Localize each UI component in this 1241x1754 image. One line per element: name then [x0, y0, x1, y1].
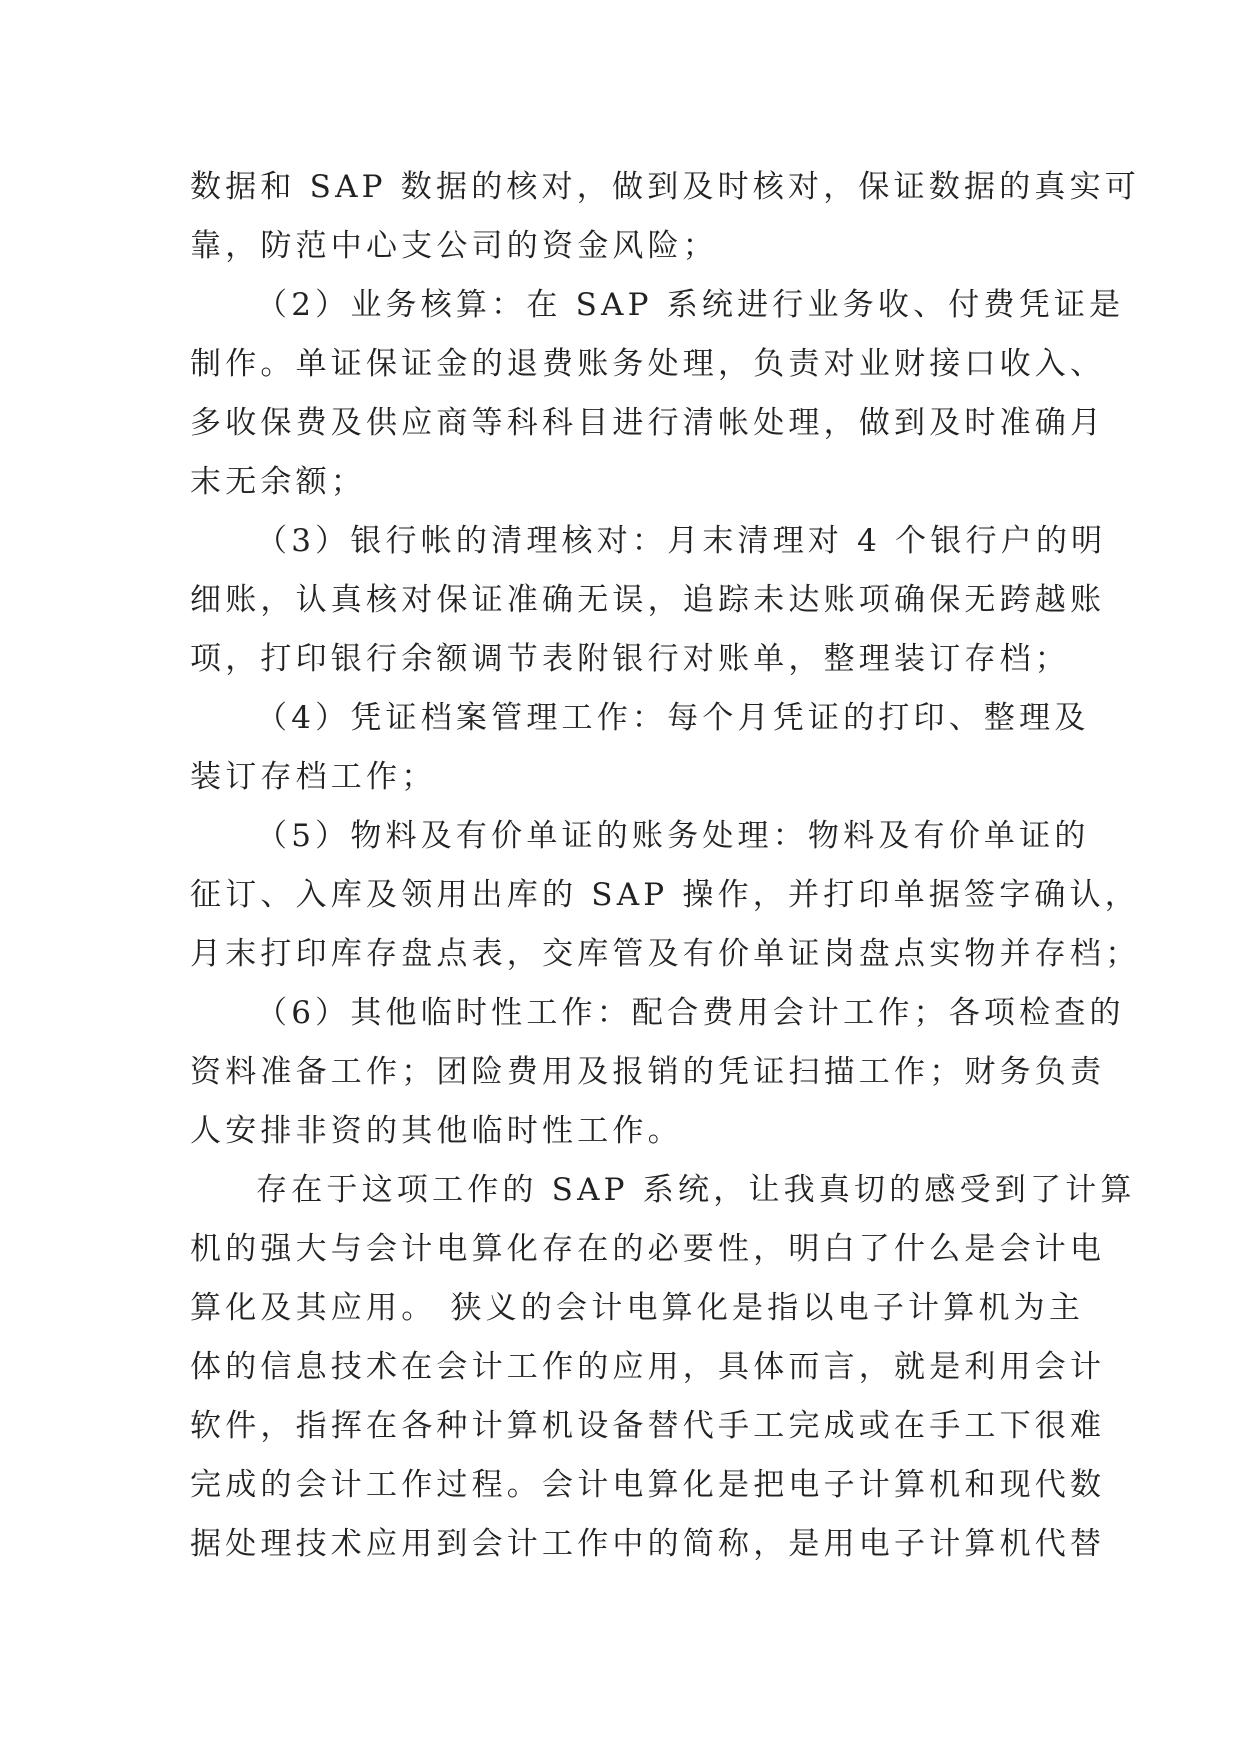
document-body — [190, 158, 1141, 1574]
text-line: 据处理技术应用到会计工作中的简称，是用电子计算机代替 — [190, 1526, 1106, 1562]
text-line: 数据和 SAP 数据的核对，做到及时核对，保证数据的真实可 — [190, 169, 1140, 205]
text-line: （3）银行帐的清理核对：月末清理对 4 个银行户的明 — [256, 523, 1107, 559]
text-line: 末无余额； — [190, 464, 366, 500]
text-line: 存在于这项工作的 SAP 系统，让我真切的感受到了计算 — [256, 1172, 1136, 1208]
text-line: （4）凭证档案管理工作：每个月凭证的打印、整理及 — [256, 700, 1090, 736]
text-line: 细账，认真核对保证准确无误，追踪未达账项确保无跨越账 — [190, 582, 1106, 618]
text-line: （5）物料及有价单证的账务处理：物料及有价单证的 — [256, 818, 1090, 854]
text-line: （2）业务核算：在 SAP 系统进行业务收、付费凭证是 — [256, 287, 1125, 323]
text-line: 人安排非资的其他临时性工作。 — [190, 1113, 683, 1149]
text-line: 体的信息技术在会计工作的应用，具体而言，就是利用会计 — [190, 1349, 1106, 1385]
text-line: 制作。单证保证金的退费账务处理，负责对业财接口收入、 — [190, 346, 1106, 382]
text-line: 资料准备工作；团险费用及报销的凭证扫描工作；财务负责 — [190, 1054, 1106, 1090]
text-line: 征订、入库及领用出库的 SAP 操作，并打印单据签字确认， — [190, 877, 1140, 913]
text-line: 算化及其应用。 狭义的会计电算化是指以电子计算机为主 — [190, 1290, 1085, 1326]
text-line: 靠，防范中心支公司的资金风险； — [190, 228, 718, 264]
text-line: 多收保费及供应商等科科目进行清帐处理，做到及时准确月 — [190, 405, 1106, 441]
text-line: 软件，指挥在各种计算机设备替代手工完成或在手工下很难 — [190, 1408, 1106, 1444]
text-line: 机的强大与会计电算化存在的必要性，明白了什么是会计电 — [190, 1231, 1106, 1267]
text-line: 月末打印库存盘点表，交库管及有价单证岗盘点实物并存档； — [190, 936, 1141, 972]
text-line: 完成的会计工作过程。会计电算化是把电子计算机和现代数 — [190, 1467, 1106, 1503]
text-line: （6）其他临时性工作：配合费用会计工作；各项检查的 — [256, 995, 1125, 1031]
text-line: 项，打印银行余额调节表附银行对账单，整理装订存档； — [190, 641, 1070, 677]
text-line: 装订存档工作； — [190, 759, 437, 795]
